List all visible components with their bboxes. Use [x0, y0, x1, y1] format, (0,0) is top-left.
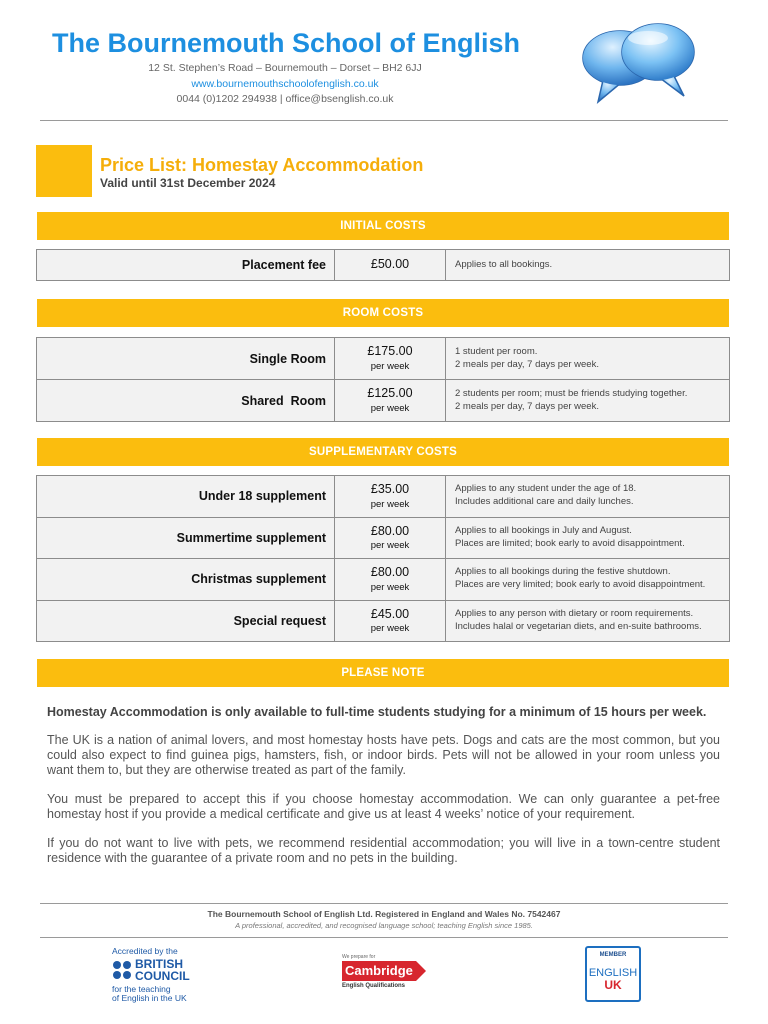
bc-name-line: BRITISH: [135, 957, 183, 971]
table-row: [37, 600, 730, 642]
row-description: [446, 476, 730, 518]
page-subtitle: Valid until 31st December 2024: [100, 176, 276, 190]
description-line: Applies to all bookings.: [455, 258, 553, 270]
british-council-dots-icon: [112, 960, 132, 980]
row-price: [335, 476, 446, 518]
row-name: Under 18 supplement: [37, 476, 335, 518]
description-line: 2 meals per day, 7 days per week.: [455, 358, 599, 370]
description-line: Applies to any student under the age of 18.: [455, 483, 637, 495]
english-uk-uk: UK: [604, 978, 622, 992]
row-name: Christmas supplement: [37, 559, 335, 601]
price-unit: per week: [370, 360, 410, 372]
description-line: Includes additional care and daily lunches.: [455, 496, 634, 508]
row-description: [446, 559, 730, 601]
title-accent-block: [36, 145, 92, 197]
description-line: Applies to all bookings during the festive shutdown.: [455, 566, 671, 578]
description-line: Places are limited; book early to avoid disappointment.: [455, 537, 685, 549]
school-name: The Bournemouth School of English: [52, 28, 520, 58]
footer-divider-bottom: [40, 937, 728, 938]
page-title: Price List: Homestay Accommodation: [100, 155, 424, 175]
description-line: Places are very limited; book early to avoid disappointment.: [455, 579, 706, 591]
note-requirement: Homestay Accommodation is only available to full-time students studying for a minimum of 15 hours per week.: [47, 705, 707, 719]
cambridge-small-text: We prepare for: [342, 954, 376, 960]
row-description: [446, 600, 730, 642]
note-paragraph-residential: If you do not want to live with pets, we recommend residential accommodation; you will live in a town-centre student residence with the guarantee of a private room and no pets in the building.: [47, 836, 720, 865]
description-line: 1 student per room.: [455, 345, 538, 357]
row-price: [335, 559, 446, 601]
table-row: [37, 338, 730, 380]
bc-for-text: for the teaching: [112, 984, 171, 994]
english-uk-english: ENGLISH: [588, 967, 638, 979]
price-value: £45.00: [370, 606, 410, 621]
english-uk-member: MEMBER: [599, 952, 627, 958]
description-line: Applies to any person with dietary or room requirements.: [455, 607, 694, 619]
bc-for-text: of English in the UK: [112, 993, 187, 1003]
price-unit: per week: [370, 540, 410, 552]
row-price: [335, 338, 446, 380]
school-address: 12 St. Stephen’s Road – Bournemouth – Dorset – BH2 6JJ: [148, 62, 422, 74]
table-row: [37, 517, 730, 559]
footer-divider-top: [40, 903, 728, 904]
row-price: [335, 250, 446, 281]
row-price: [335, 517, 446, 559]
cambridge-sub-text: English Qualifications: [342, 983, 406, 989]
note-paragraph-pet-free: You must be prepared to accept this if you choose homestay accommodation. We can only guarantee a pet-free homestay host if you provide a medical certificate and give us at least 4 weeks’ notice of your requirement.: [47, 792, 720, 821]
price-value: £50.00: [370, 257, 410, 272]
description-line: 2 students per room; must be friends studying together.: [455, 387, 688, 399]
row-price: [335, 600, 446, 642]
school-website-link[interactable]: www.bournemouthschoolofenglish.co.uk: [191, 78, 379, 90]
room-costs-table: [36, 337, 730, 422]
description-line: Includes halal or vegetarian diets, and en-suite bathrooms.: [455, 620, 702, 632]
price-unit: per week: [370, 581, 410, 593]
row-name: Special request: [37, 600, 335, 642]
speech-bubbles-icon: [578, 14, 698, 108]
row-description: [446, 380, 730, 422]
table-row: [37, 476, 730, 518]
section-heading-room: ROOM COSTS: [37, 299, 729, 327]
row-name: Shared Room: [37, 380, 335, 422]
price-value: £35.00: [370, 482, 410, 496]
section-heading-supplementary: SUPPLEMENTARY COSTS: [37, 438, 729, 466]
price-value: £175.00: [367, 344, 413, 359]
price-value: £80.00: [370, 565, 410, 579]
row-name: Single Room: [37, 338, 335, 380]
header-divider: [40, 120, 728, 121]
cambridge-name: Cambridge: [345, 963, 413, 978]
description-line: 2 meals per day, 7 days per week.: [455, 400, 599, 412]
bc-name-line: COUNCIL: [135, 969, 190, 983]
note-paragraph-pets: The UK is a nation of animal lovers, and most homestay hosts have pets. Dogs and cats are the most common, but you could also expect to find guinea pigs, hamsters, fish, or indoor birds. Pets will not be allowed in your room unless you want them to, but they are otherwise treated as part of the family.: [47, 733, 720, 777]
row-description: [446, 250, 730, 281]
cambridge-logo: [342, 954, 432, 989]
footer-tagline: A professional, accredited, and recognised language school; teaching English since 1985.: [235, 921, 533, 930]
footer-registration: The Bournemouth School of English Ltd. Registered in England and Wales No. 7542467: [207, 909, 561, 919]
price-value: £125.00: [367, 386, 413, 401]
school-contact: 0044 (0)1202 294938 | office@bsenglish.co.uk: [176, 93, 394, 105]
price-unit: per week: [370, 623, 410, 635]
table-row: [37, 250, 730, 281]
english-uk-logo: [585, 946, 641, 1002]
row-description: [446, 338, 730, 380]
section-heading-initial: INITIAL COSTS: [37, 212, 729, 240]
table-row: [37, 559, 730, 601]
table-row: [37, 380, 730, 422]
section-heading-note: PLEASE NOTE: [37, 659, 729, 687]
row-price: [335, 380, 446, 422]
price-unit: per week: [370, 402, 410, 414]
row-name: Summertime supplement: [37, 517, 335, 559]
initial-costs-table: [36, 249, 730, 281]
row-description: [446, 517, 730, 559]
price-unit: per week: [370, 498, 410, 510]
description-line: Applies to all bookings in July and August.: [455, 524, 632, 536]
supplementary-costs-table: [36, 475, 730, 642]
row-name: Placement fee: [37, 250, 335, 281]
price-value: £80.00: [370, 523, 410, 538]
bc-accredited-text: Accredited by the: [112, 946, 178, 956]
british-council-logo: [112, 946, 222, 1003]
